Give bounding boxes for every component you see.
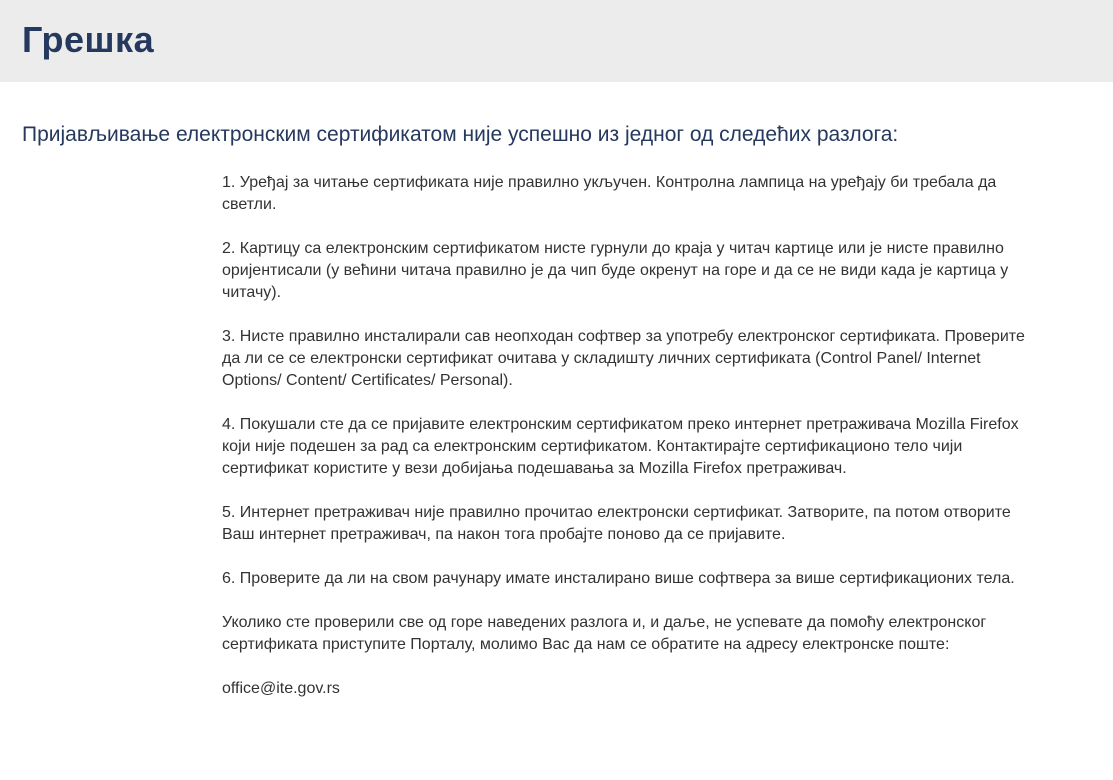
reason-item-1: 1. Уређај за читање сертификата није правилно укључен. Контролна лампица на уређају би требала да светли.: [222, 174, 997, 213]
reason-item-2: 2. Картицу са електронским сертификатом нисте гурнули до краја у читач картице или је нисте правилно оријентисали (у већини читача правилно је да чип буде окренут на горе и да се не види када је картица у читачу).: [222, 240, 1009, 301]
reasons-list: [222, 172, 1042, 722]
reason-item-6: 6. Проверите да ли на свом рачунару имате инсталирано више софтвера за више сертификационих тела.: [222, 570, 1015, 587]
contact-email: office@ite.gov.rs: [222, 680, 340, 697]
contact-text: Уколико сте проверили све од горе наведених разлога и, и даље, не успевате да помоћу електронског сертификата приступите Порталу, молимо Вас да нам се обратите на адресу електронске поште:: [222, 614, 987, 653]
page-header: [0, 0, 1113, 82]
reason-item-5: 5. Интернет претраживач није правилно прочитао електронски сертификат. Затворите, па потом отворите Ваш интернет претраживач, па након тога пробајте поново да се пријавите.: [222, 504, 1011, 543]
page-title: Грешка: [22, 19, 155, 60]
reason-item-3: 3. Нисте правилно инсталирали сав неопходан софтвер за употребу електронског сертификата. Проверите да ли се се електронски сертификат очитава у складишту личних сертификата (Control Panel/ Internet Options/ Content/ Certificates/ Personal).: [222, 328, 1025, 389]
reason-item-4: 4. Покушали сте да се пријавите електронским сертификатом преко интернет претраживача Mozilla Firefox који није подешен за рад са електронским сертификатом. Контактирајте сертификационо тело чији сертификат користите у вези добијања подешавања за Mozilla Firefox претраживач.: [222, 416, 1019, 477]
error-subtitle: Пријављивање електронским сертификатом није успешно из једног од следећих разлога:: [22, 123, 899, 146]
